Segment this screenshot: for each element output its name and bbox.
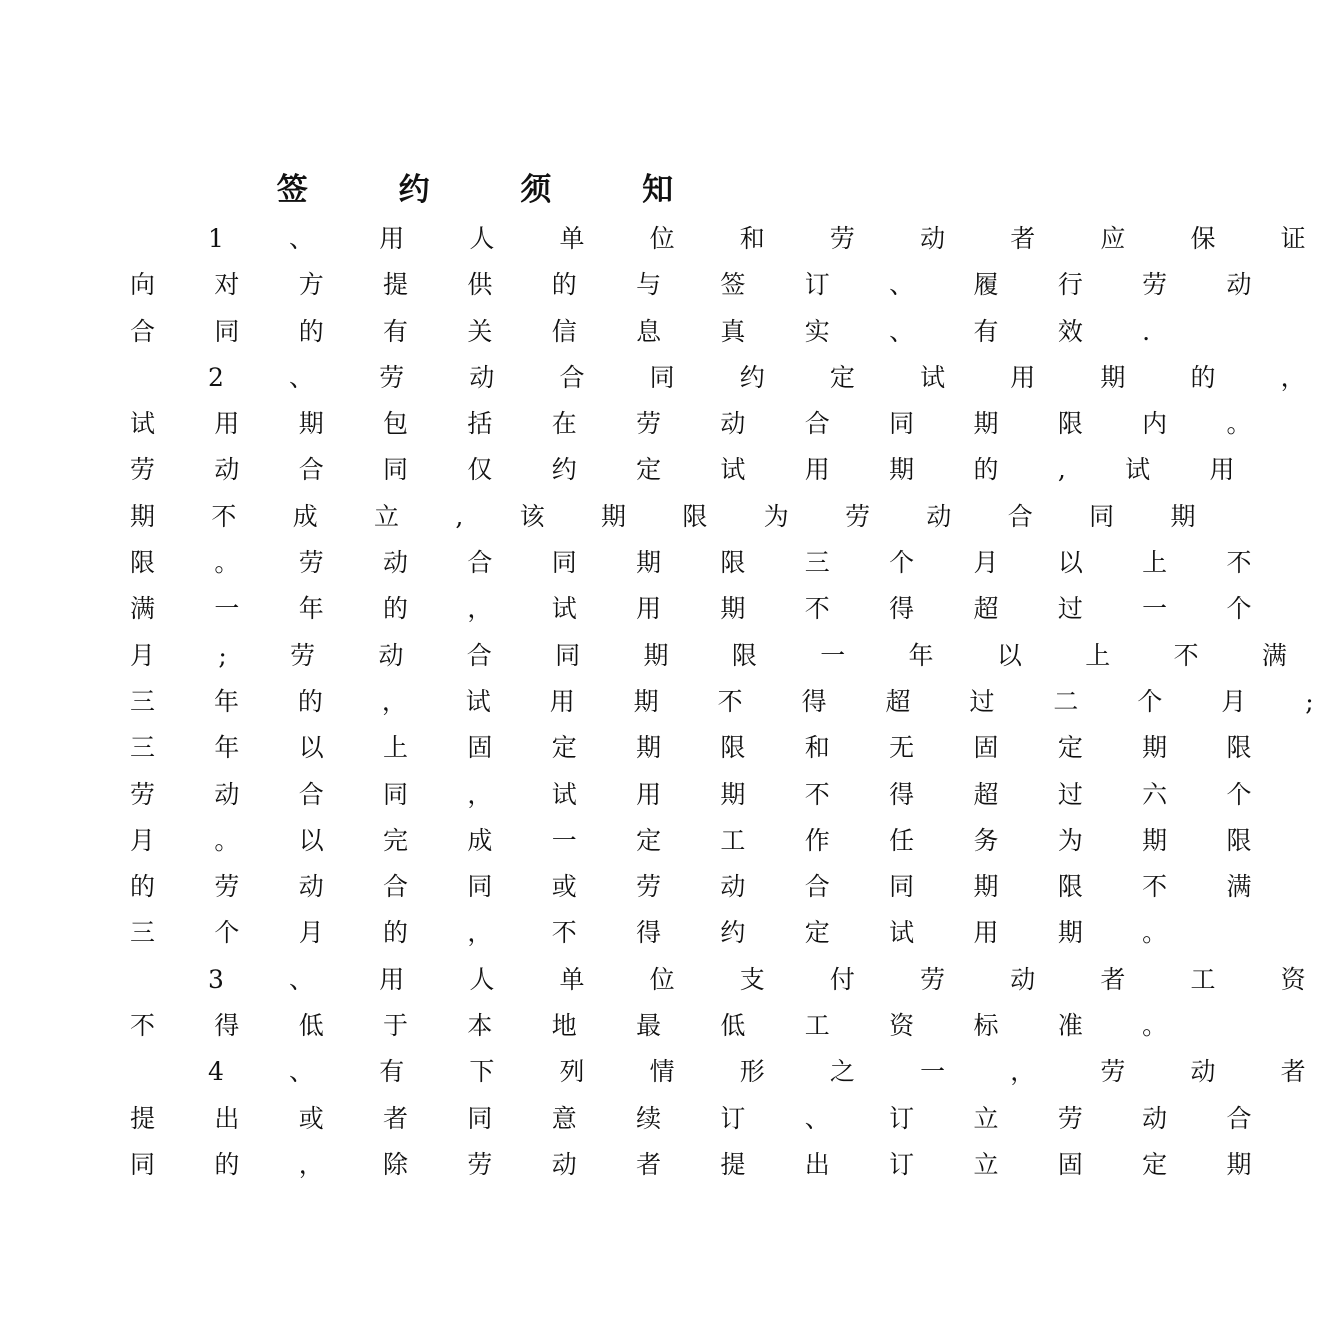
- text-line: [120, 216, 1335, 262]
- text-line-content: 限 。 劳 动 合 同 期 限 三 个 月 以 上 不: [130, 548, 1278, 578]
- text-line-content: 2 、 劳 动 合 同 约 定 试 用 期 的 ，: [208, 362, 1335, 392]
- text-line: [120, 447, 1261, 493]
- text-line-content: 合 同 的 有 关 信 息 真 实 、 有 效 .: [130, 316, 1176, 346]
- text-line: [120, 1049, 1335, 1095]
- text-line: [120, 1096, 1278, 1142]
- text-line-content: 满 一 年 的 ， 试 用 期 不 得 超 过 一 个: [130, 594, 1278, 624]
- text-line: [120, 494, 1220, 540]
- text-line-content: 期 不 成 立 , 该 期 限 为 劳 动 合 同 期: [130, 501, 1220, 531]
- text-line: [120, 725, 1278, 771]
- text-line: [120, 309, 1176, 355]
- page-title: 签 约 须 知: [276, 172, 714, 208]
- text-line-content: 三 年 的 ， 试 用 期 不 得 超 过 二 个 月 ;: [130, 686, 1339, 716]
- text-line: [120, 633, 1315, 679]
- text-line: [120, 586, 1278, 632]
- text-line-content: 向 对 方 提 供 的 与 签 订 、 履 行 劳 动: [130, 270, 1278, 300]
- text-line-content: 3 、 用 人 单 位 支 付 劳 动 者 工 资: [208, 964, 1335, 994]
- text-line-content: 试 用 期 包 括 在 劳 动 合 同 期 限 内 。: [130, 409, 1278, 439]
- text-line-content: 劳 动 合 同 ， 试 用 期 不 得 超 过 六 个: [130, 779, 1278, 809]
- text-line: [120, 1003, 1193, 1049]
- text-line: [120, 910, 1193, 956]
- text-line: [120, 957, 1335, 1003]
- text-line: [120, 262, 1278, 308]
- text-line-content: 三 个 月 的 ， 不 得 约 定 试 用 期 。: [130, 918, 1193, 948]
- text-line-content: 月 ; 劳 动 合 同 期 限 一 年 以 上 不 满: [130, 640, 1315, 670]
- text-line-content: 月 。 以 完 成 一 定 工 作 任 务 为 期 限: [130, 825, 1278, 855]
- document-body: [120, 216, 1339, 1188]
- text-line: [120, 1142, 1278, 1188]
- text-line: [120, 355, 1335, 401]
- text-line: [120, 401, 1278, 447]
- text-line-content: 的 劳 动 合 同 或 劳 动 合 同 期 限 不 满: [130, 872, 1278, 902]
- text-line: [120, 864, 1278, 910]
- text-line: [120, 540, 1278, 586]
- text-line-content: 劳 动 合 同 仅 约 定 试 用 期 的 , 试 用: [130, 455, 1261, 485]
- text-line-content: 同 的 ， 除 劳 动 者 提 出 订 立 固 定 期: [130, 1149, 1278, 1179]
- text-line-content: 提 出 或 者 同 意 续 订 、 订 立 劳 动 合: [130, 1103, 1278, 1133]
- text-line-content: 三 年 以 上 固 定 期 限 和 无 固 定 期 限: [130, 733, 1278, 763]
- text-line-content: 1 、 用 人 单 位 和 劳 动 者 应 保 证: [208, 224, 1335, 253]
- text-line: [120, 818, 1278, 864]
- text-line: [120, 679, 1339, 725]
- text-line: [120, 772, 1278, 818]
- text-line-content: 不 得 低 于 本 地 最 低 工 资 标 准 。: [130, 1011, 1193, 1041]
- text-line-content: 4 、 有 下 列 情 形 之 一 ， 劳 动 者: [208, 1057, 1335, 1087]
